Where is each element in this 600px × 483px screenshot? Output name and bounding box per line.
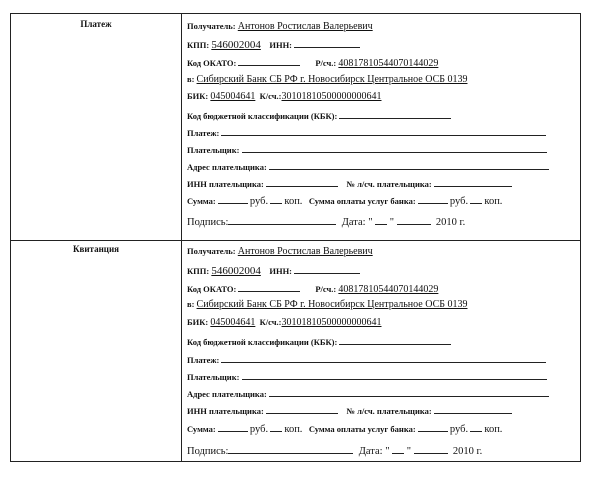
payment-field[interactable] [221,126,546,136]
kpp-value: 546002004 [211,39,261,51]
payment-row [187,353,546,365]
inn-label: ИНН: [269,266,293,276]
date-label: Дата: " [358,446,390,457]
bank-label: в: [187,299,195,309]
service-rub-field[interactable] [418,194,448,204]
payment-label: Платеж: [187,355,220,365]
service-kop-label: коп. [484,424,503,435]
okato-field[interactable] [238,282,300,292]
recipient-label: Получатель: [187,246,236,256]
column-divider [181,14,182,461]
corr-value: 30101810500000000641 [281,91,382,102]
date-quote: " [389,217,395,228]
kpp-row [187,264,360,277]
okato-row [187,282,438,295]
signature-label: Подпись: [187,217,229,228]
payer-field[interactable] [242,370,547,380]
corr-label: К/сч.: [259,91,282,101]
bank-row [187,74,467,85]
signature-row [187,444,482,457]
kpp-label: КПП: [187,266,210,276]
account-value: 40817810544070144029 [338,284,439,295]
sum-row [187,422,502,435]
kop-label: коп. [284,196,303,207]
signature-label: Подпись: [187,446,229,457]
okato-label: Код ОКАТО: [187,58,237,68]
service-kop-field[interactable] [470,422,482,432]
sum-label: Сумма: [187,424,216,434]
date-month-field[interactable] [414,444,448,454]
okato-label: Код ОКАТО: [187,284,237,294]
signature-row [187,215,465,228]
address-row [187,160,549,172]
okato-field[interactable] [238,56,300,66]
sum-kop-field[interactable] [270,422,282,432]
address-row [187,387,549,399]
payer-field[interactable] [242,143,547,153]
sum-kop-field[interactable] [270,194,282,204]
sum-label: Сумма: [187,196,216,206]
service-rub-label: руб. [449,424,469,435]
payer-account-label: № л/сч. плательщика: [346,179,432,189]
payment-field[interactable] [221,353,546,363]
service-rub-field[interactable] [418,422,448,432]
payer-inn-field[interactable] [266,177,338,187]
bank-label: в: [187,74,195,84]
signature-field[interactable] [228,215,336,225]
payer-label: Плательщик: [187,145,240,155]
address-label: Адрес плательщика: [187,389,267,399]
kbk-label: Код бюджетной классификации (КБК): [187,111,338,121]
account-label: Р/сч.: [315,58,337,68]
section-label-payment: Платеж [80,19,112,29]
kbk-field[interactable] [339,109,451,119]
kpp-value: 546002004 [211,265,261,277]
address-field[interactable] [269,160,549,170]
date-quote: " [406,446,412,457]
account-label: Р/сч.: [315,284,337,294]
kbk-label: Код бюджетной классификации (КБК): [187,337,338,347]
bank-value: Сибирский Банк СБ РФ г. Новосибирск Центральное ОСБ 0139 [196,299,468,310]
kbk-row [187,109,451,121]
payer-row [187,370,547,382]
payer-account-field[interactable] [434,177,512,187]
recipient-row [187,246,373,257]
payer-inn-label: ИНН плательщика: [187,179,264,189]
date-day-field[interactable] [392,444,404,454]
recipient-row [187,21,373,32]
payer-account-label: № л/сч. плательщика: [346,406,432,416]
bik-row [187,91,382,102]
recipient-value: Антонов Ростислав Валерьевич [237,21,373,32]
service-sum-label: Сумма оплаты услуг банка: [308,424,416,434]
payment-row [187,126,546,138]
section-label-receipt: Квитанция [72,244,120,254]
sum-rub-field[interactable] [218,194,248,204]
kpp-row [187,38,360,51]
bank-row [187,299,467,310]
inn-label: ИНН: [269,40,293,50]
sum-rub-field[interactable] [218,422,248,432]
payer-inn-label: ИНН плательщика: [187,406,264,416]
bik-label: БИК: [187,91,209,101]
payment-label: Платеж: [187,128,220,138]
service-kop-label: коп. [484,196,503,207]
payer-label: Плательщик: [187,372,240,382]
payer-account-field[interactable] [434,404,512,414]
year-label: 2010 г. [452,446,483,457]
address-label: Адрес плательщика: [187,162,267,172]
bik-value: 045004641 [210,317,256,328]
corr-label: К/сч.: [259,317,282,327]
payment-form [10,13,581,462]
sum-row [187,194,502,207]
recipient-value: Антонов Ростислав Валерьевич [237,246,373,257]
payer-inn-row [187,404,512,416]
section-divider [11,240,580,241]
address-field[interactable] [269,387,549,397]
bik-row [187,317,382,328]
service-sum-label: Сумма оплаты услуг банка: [308,196,416,206]
recipient-label: Получатель: [187,21,236,31]
date-month-field[interactable] [397,215,431,225]
inn-field[interactable] [294,38,360,48]
date-day-field[interactable] [375,215,387,225]
bik-label: БИК: [187,317,209,327]
service-kop-field[interactable] [470,194,482,204]
account-value: 40817810544070144029 [338,58,439,69]
rub-label: руб. [249,424,269,435]
kpp-label: КПП: [187,40,210,50]
year-label: 2010 г. [435,217,466,228]
payer-row [187,143,547,155]
bank-value: Сибирский Банк СБ РФ г. Новосибирск Центральное ОСБ 0139 [196,74,468,85]
corr-value: 30101810500000000641 [281,317,382,328]
inn-field[interactable] [294,264,360,274]
okato-row [187,56,438,69]
payer-inn-field[interactable] [266,404,338,414]
payer-inn-row [187,177,512,189]
kbk-row [187,335,451,347]
signature-field[interactable] [228,444,353,454]
bik-value: 045004641 [210,91,256,102]
kbk-field[interactable] [339,335,451,345]
date-label: Дата: " [341,217,373,228]
kop-label: коп. [284,424,303,435]
rub-label: руб. [249,196,269,207]
service-rub-label: руб. [449,196,469,207]
